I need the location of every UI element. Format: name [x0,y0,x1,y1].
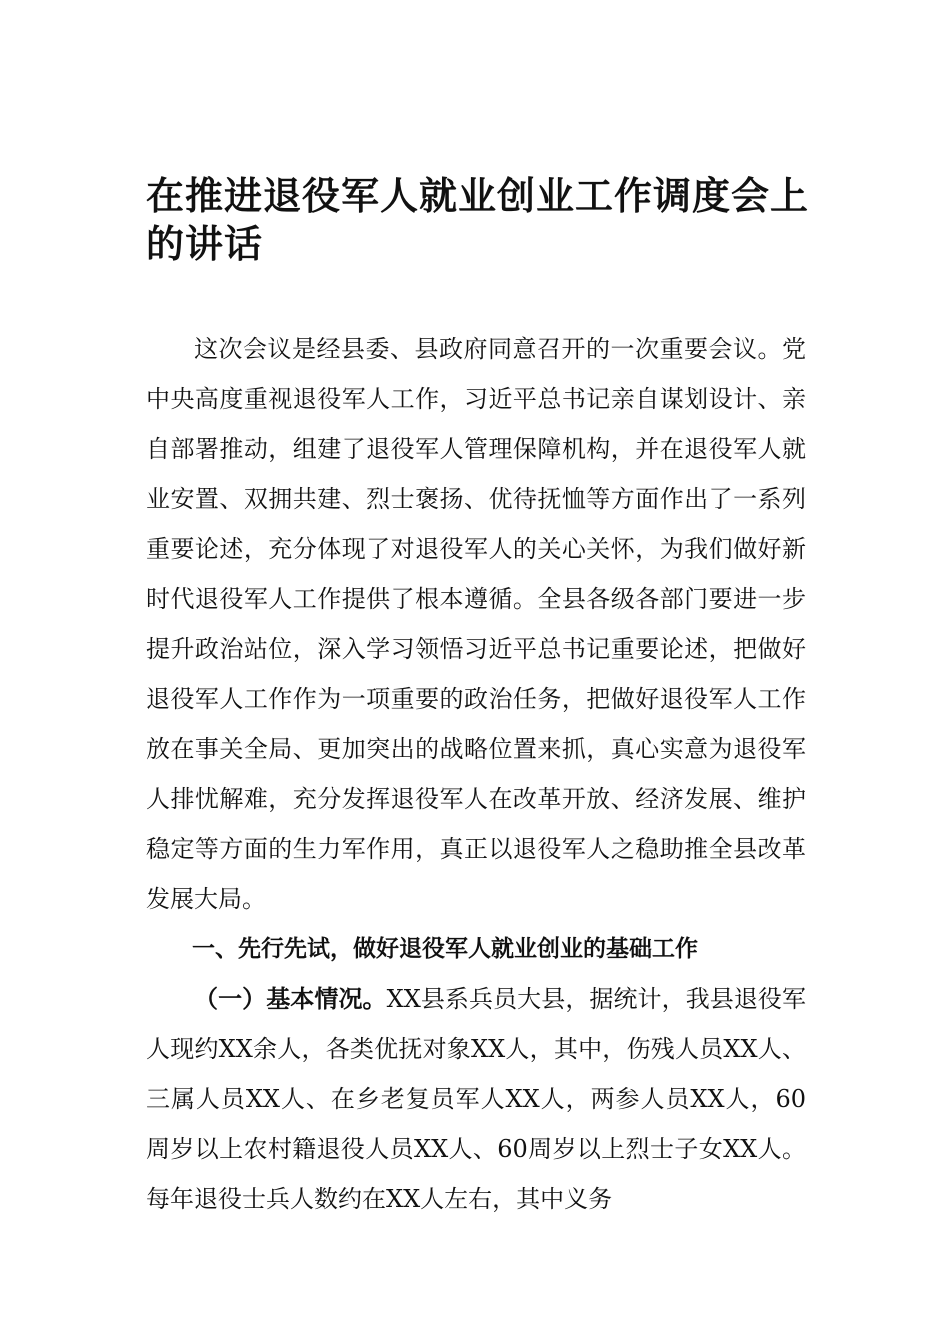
subsection-paragraph-1 [146,974,806,1224]
subsection-lead: （一）基本情况。 [194,984,387,1013]
intro-paragraph: 这次会议是经县委、县政府同意召开的一次重要会议。党中央高度重视退役军人工作，习近平总书记亲自谋划设计、亲自部署推动，组建了退役军人管理保障机构，并在退役军人就业安置、双拥共建、烈士褒扬、优待抚恤等方面作出了一系列重要论述，充分体现了对退役军人的关心关怀，为我们做好新时代退役军人工作提供了根本遵循。全县各级各部门要进一步提升政治站位，深入学习领悟习近平总书记重要论述，把做好退役军人工作作为一项重要的政治任务，把做好退役军人工作放在事关全局、更加突出的战略位置来抓，真心实意为退役军人排忧解难，充分发挥退役军人在改革开放、经济发展、维护稳定等方面的生力军作用，真正以退役军人之稳助推全县改革发展大局。 [146,335,806,913]
document-title: 在推进退役军人就业创业工作调度会上的讲话 [146,173,810,266]
document-body [146,324,806,1224]
subsection-text: XX县系兵员大县，据统计，我县退役军人现约XX余人，各类优抚对象XX人，其中，伤残人员XX人、三属人员XX人、在乡老复员军人XX人，两参人员XX人，60周岁以上农村籍退役人员XX人、60周岁以上烈士子女XX人。每年退役士兵人数约在XX人左右，其中义务 [146,985,806,1213]
section-heading-1: 一、先行先试，做好退役军人就业创业的基础工作 [192,936,698,962]
